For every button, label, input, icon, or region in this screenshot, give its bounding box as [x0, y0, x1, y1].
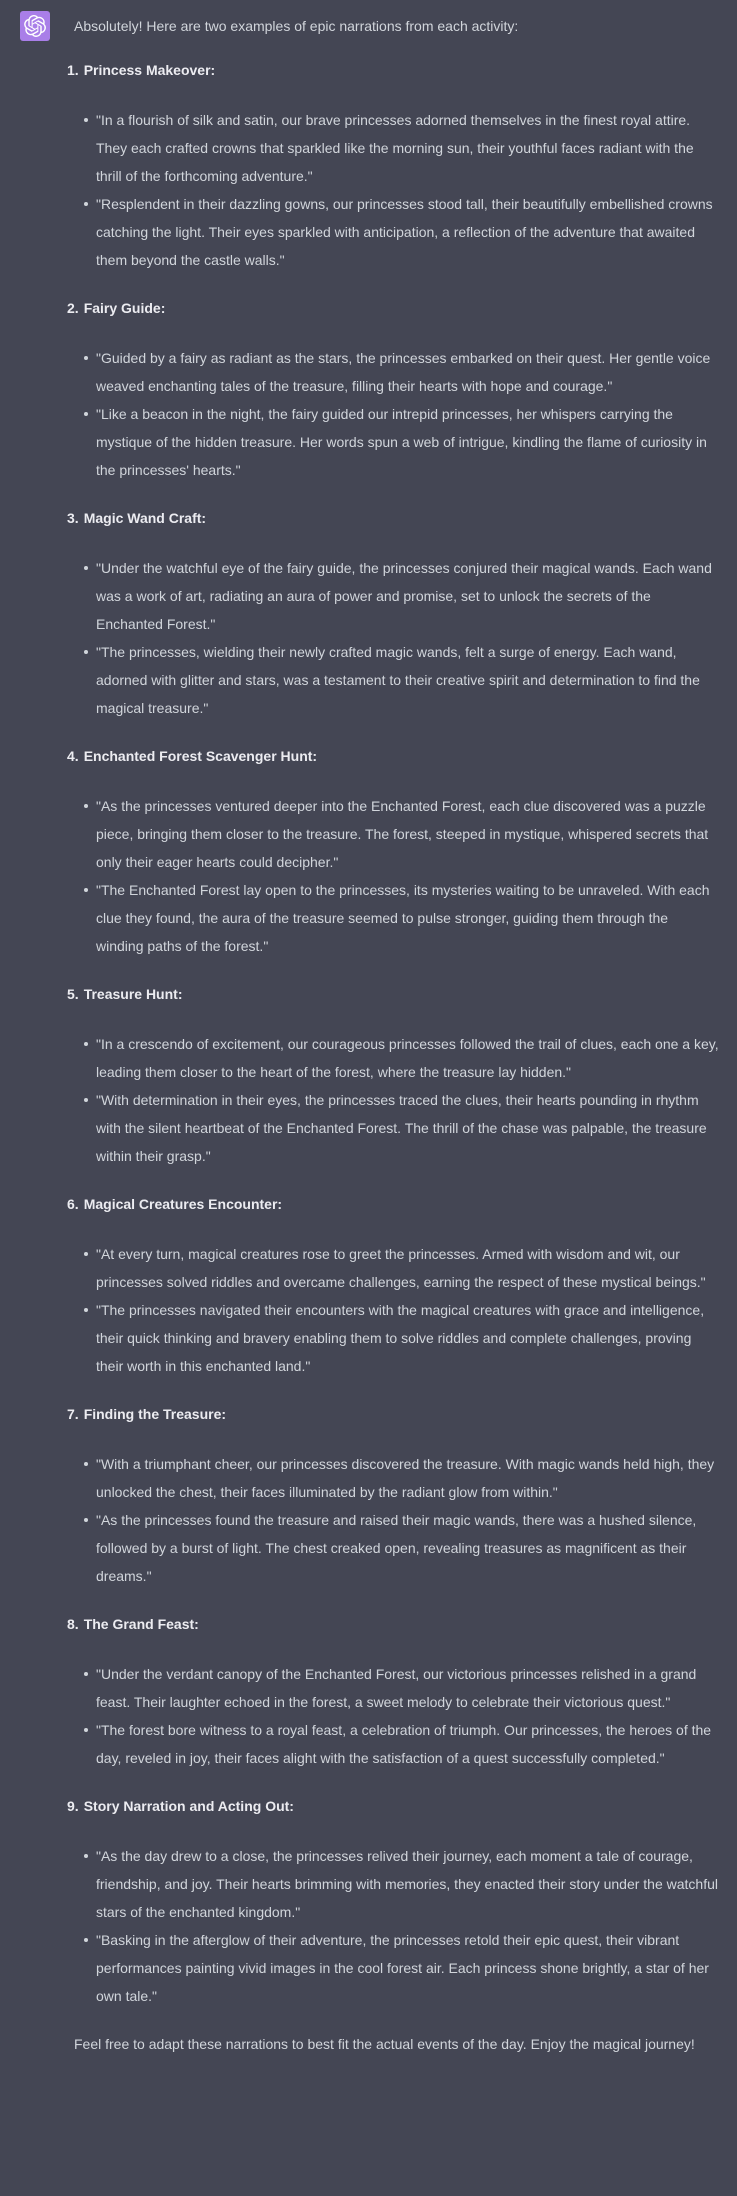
activity-section — [67, 1610, 719, 1772]
outro-text: Feel free to adapt these narrations to best fit the actual events of the day. Enjoy the magical journey! — [74, 2036, 695, 2052]
activity-section — [67, 1190, 719, 1380]
narration-item: "Resplendent in their dazzling gowns, our princesses stood tall, their beautifully embellished crowns catching the light. Their eyes sparkled with anticipation, a reflection of the adventure that awaited them beyond the castle walls." — [96, 190, 719, 274]
section-heading — [67, 1610, 719, 1638]
assistant-avatar — [20, 11, 50, 41]
section-heading — [67, 1400, 719, 1428]
section-number: 3. — [67, 510, 79, 526]
narration-item: "The forest bore witness to a royal feast, a celebration of triumph. Our princesses, the heroes of the day, reveled in joy, their faces alight with the satisfaction of a quest successfully completed." — [96, 1716, 719, 1772]
narration-item: "At every turn, magical creatures rose to greet the princesses. Armed with wisdom and wit, our princesses solved riddles and overcame challenges, earning the respect of these mystical beings." — [96, 1240, 719, 1296]
narration-item: "In a flourish of silk and satin, our brave princesses adorned themselves in the finest royal attire. They each crafted crowns that sparkled like the morning sun, their youthful faces radiant with the thrill of the forthcoming adventure." — [96, 106, 719, 190]
section-title: Finding the Treasure: — [83, 1406, 227, 1422]
narration-item: "Under the verdant canopy of the Enchanted Forest, our victorious princesses relished in a grand feast. Their laughter echoed in the forest, a sweet melody to celebrate their victorious quest." — [96, 1660, 719, 1716]
sections — [67, 56, 719, 2010]
openai-logo-icon — [24, 15, 46, 37]
narration-item: "The princesses, wielding their newly crafted magic wands, felt a surge of energy. Each wand, adorned with glitter and stars, was a testament to their creative spirit and determination to find the magical treasure." — [96, 638, 719, 722]
section-number: 2. — [67, 300, 79, 316]
narration-item: "Like a beacon in the night, the fairy guided our intrepid princesses, her whispers carrying the mystique of the hidden treasure. Her words spun a web of intrigue, kindling the flame of curiosity in the princesses' hearts." — [96, 400, 719, 484]
section-title: Story Narration and Acting Out: — [83, 1798, 294, 1814]
narration-item: "With determination in their eyes, the princesses traced the clues, their hearts pounding in rhythm with the silent heartbeat of the Enchanted Forest. The thrill of the chase was palpable, the treasure within their grasp." — [96, 1086, 719, 1170]
narration-item: "The princesses navigated their encounters with the magical creatures with grace and intelligence, their quick thinking and bravery enabling them to solve riddles and complete challenges, proving their worth in this enchanted land." — [96, 1296, 719, 1380]
section-title: Magical Creatures Encounter: — [83, 1196, 283, 1212]
activity-section — [67, 742, 719, 960]
narration-item: "With a triumphant cheer, our princesses discovered the treasure. With magic wands held high, they unlocked the chest, their faces illuminated by the radiant glow from within." — [96, 1450, 719, 1506]
narration-list — [67, 344, 719, 484]
activity-section — [67, 980, 719, 1170]
section-title: Enchanted Forest Scavenger Hunt: — [83, 748, 318, 764]
section-heading — [67, 742, 719, 770]
intro-text: Absolutely! Here are two examples of epic narrations from each activity: — [74, 18, 519, 34]
section-number: 5. — [67, 986, 79, 1002]
section-heading — [67, 1190, 719, 1218]
section-number: 9. — [67, 1798, 79, 1814]
section-number: 1. — [67, 62, 79, 78]
narration-list — [67, 792, 719, 960]
narration-item: "The Enchanted Forest lay open to the princesses, its mysteries waiting to be unraveled. With each clue they found, the aura of the treasure seemed to pulse stronger, guiding them through the winding paths of the forest." — [96, 876, 719, 960]
narration-list — [67, 1240, 719, 1380]
narration-item: "Under the watchful eye of the fairy guide, the princesses conjured their magical wands. Each wand was a work of art, radiating an aura of power and promise, set to unlock the secrets of the Enchanted Forest." — [96, 554, 719, 638]
section-heading — [67, 980, 719, 1008]
narration-list — [67, 554, 719, 722]
narration-list — [67, 1450, 719, 1590]
narration-list — [67, 1030, 719, 1170]
activity-section — [67, 56, 719, 274]
narration-list — [67, 1660, 719, 1772]
narration-list — [67, 106, 719, 274]
narration-item: "Basking in the afterglow of their adventure, the princesses retold their epic quest, their vibrant performances painting vivid images in the cool forest air. Each princess shone brightly, a star of her own tale." — [96, 1926, 719, 2010]
narration-item: "As the princesses ventured deeper into the Enchanted Forest, each clue discovered was a puzzle piece, bringing them closer to the treasure. The forest, steeped in mystique, whispered secrets that only their eager hearts could decipher." — [96, 792, 719, 876]
section-heading — [67, 56, 719, 84]
section-number: 8. — [67, 1616, 79, 1632]
section-number: 7. — [67, 1406, 79, 1422]
section-heading — [67, 504, 719, 532]
activity-section — [67, 294, 719, 484]
activity-section — [67, 504, 719, 722]
section-title: Magic Wand Craft: — [83, 510, 207, 526]
message-content — [67, 12, 719, 2058]
narration-item: "As the princesses found the treasure and raised their magic wands, there was a hushed silence, followed by a burst of light. The chest creaked open, revealing treasures as magnificent as their dreams." — [96, 1506, 719, 1590]
section-title: Fairy Guide: — [83, 300, 166, 316]
section-title: Princess Makeover: — [83, 62, 216, 78]
narration-item: "As the day drew to a close, the princesses relived their journey, each moment a tale of courage, friendship, and joy. Their hearts brimming with memories, they enacted their story under the watchful stars of the enchanted kingdom." — [96, 1842, 719, 1926]
narration-list — [67, 1842, 719, 2010]
narration-item: "In a crescendo of excitement, our courageous princesses followed the trail of clues, each one a key, leading them closer to the heart of the forest, where the treasure lay hidden." — [96, 1030, 719, 1086]
section-number: 4. — [67, 748, 79, 764]
activity-section — [67, 1792, 719, 2010]
section-title: Treasure Hunt: — [83, 986, 183, 1002]
section-number: 6. — [67, 1196, 79, 1212]
section-title: The Grand Feast: — [83, 1616, 199, 1632]
section-heading — [67, 1792, 719, 1820]
activity-section — [67, 1400, 719, 1590]
section-heading — [67, 294, 719, 322]
narration-item: "Guided by a fairy as radiant as the stars, the princesses embarked on their quest. Her gentle voice weaved enchanting tales of the treasure, filling their hearts with hope and courage." — [96, 344, 719, 400]
